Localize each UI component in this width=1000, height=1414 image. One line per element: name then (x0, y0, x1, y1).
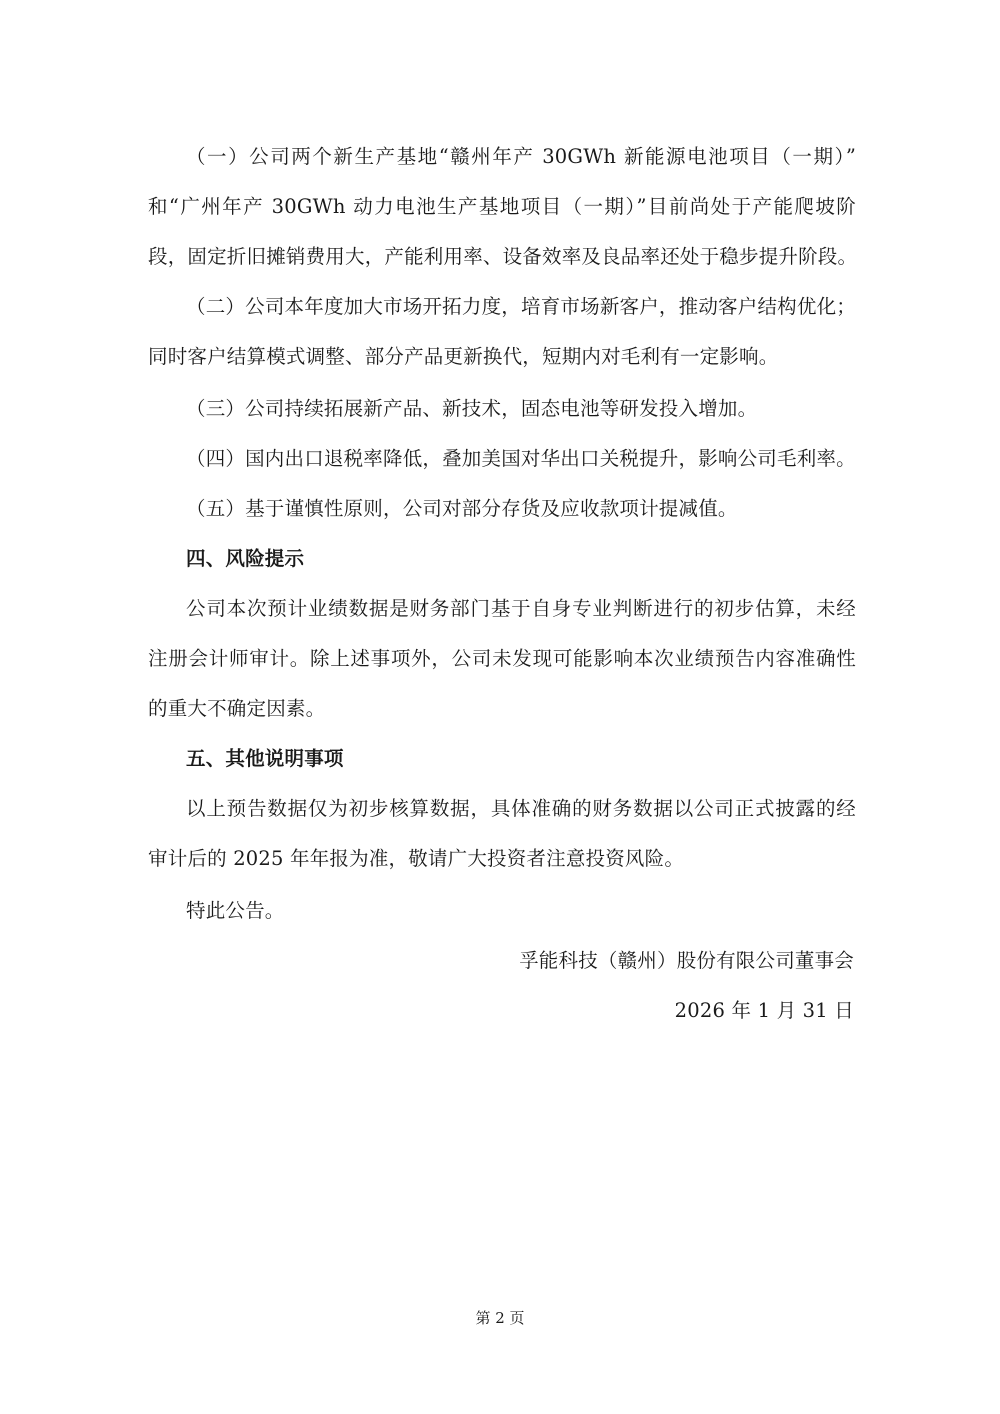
paragraph-line: （一）公司两个新生产基地“赣州年产 30GWh 新能源电池项目（一期）” (186, 145, 856, 168)
signature-company: 孚能科技（赣州）股份有限公司董事会 (519, 949, 854, 972)
paragraph-line: 的重大不确定因素。 (148, 697, 326, 720)
section-heading: 四、风险提示 (186, 547, 305, 570)
paragraph-line: 同时客户结算模式调整、部分产品更新换代，短期内对毛利有一定影响。 (148, 345, 779, 368)
paragraph-line: 注册会计师审计。除上述事项外，公司未发现可能影响本次业绩预告内容准确性 (148, 647, 856, 670)
paragraph-line: 段，固定折旧摊销费用大，产能利用率、设备效率及良品率还处于稳步提升阶段。 (148, 245, 858, 268)
paragraph-line: （二）公司本年度加大市场开拓力度，培育市场新客户，推动客户结构优化； (186, 295, 856, 318)
paragraph-line: 审计后的 2025 年年报为准，敬请广大投资者注意投资风险。 (148, 847, 685, 870)
section-heading: 五、其他说明事项 (186, 747, 344, 770)
paragraph-line: （四）国内出口退税率降低，叠加美国对华出口关税提升，影响公司毛利率。 (186, 447, 856, 470)
closing-line: 特此公告。 (186, 899, 285, 922)
paragraph-line: 以上预告数据仅为初步核算数据，具体准确的财务数据以公司正式披露的经 (186, 797, 856, 820)
paragraph-line: 和“广州年产 30GWh 动力电池生产基地项目（一期）”目前尚处于产能爬坡阶 (148, 195, 856, 218)
page-number: 第 2 页 (475, 1309, 525, 1327)
paragraph-line: 公司本次预计业绩数据是财务部门基于自身专业判断进行的初步估算，未经 (186, 597, 856, 620)
signature-date: 2026 年 1 月 31 日 (674, 999, 854, 1022)
paragraph-line: （五）基于谨慎性原则，公司对部分存货及应收款项计提减值。 (186, 497, 738, 520)
paragraph-line: （三）公司持续拓展新产品、新技术，固态电池等研发投入增加。 (186, 397, 758, 420)
